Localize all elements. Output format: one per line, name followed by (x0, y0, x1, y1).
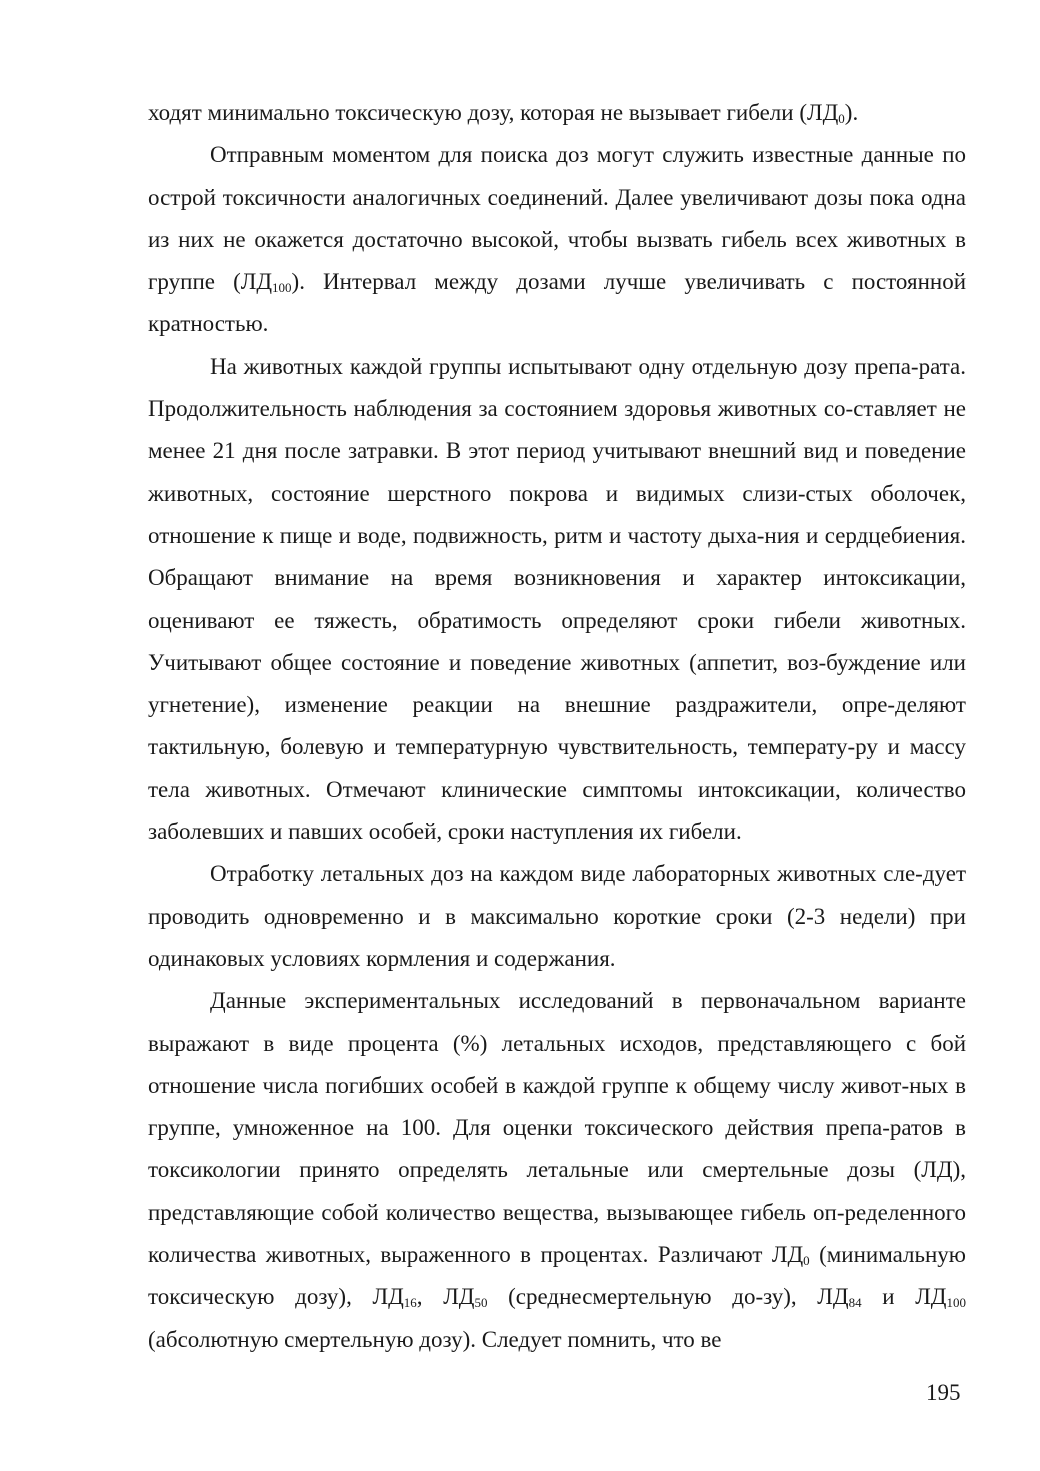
paragraph-2 (148, 134, 966, 345)
paragraph-3 (148, 346, 966, 854)
text-segment: ). Интервал между дозами лучше увеличивать с постоянной кратностью. (148, 269, 966, 337)
page-number: 195 (926, 1380, 961, 1405)
text-segment: ходят минимально токсическую дозу, которая не вызывает гибели (ЛД (148, 100, 839, 125)
subscript: 84 (848, 1295, 862, 1311)
paragraph-5 (148, 980, 966, 1361)
text-segment: (среднесмертельную до-зу), ЛД (487, 1284, 849, 1310)
paragraph-4 (148, 853, 966, 980)
subscript: 50 (474, 1295, 488, 1311)
paragraph-1 (148, 92, 966, 134)
text-segment: Отправным моментом для поиска доз могут служить известные данные по острой токсичности аналогичных соединений. Далее увеличивают дозы пока одна из них не окажется достаточно высокой, чтобы вызвать гибель всех животных в группе (ЛД (148, 142, 966, 295)
subscript: 100 (946, 1295, 966, 1311)
text-segment: Отработку летальных доз на каждом виде лабораторных животных сле-дует проводить одновременно и в максимально короткие сроки (2-3 недели) при одинаковых условиях кормления и содержания. (148, 861, 966, 971)
text-segment: Данные экспериментальных исследований в первоначальном варианте выражают в виде процента (%) летальных исходов, представляющего с бой отношение числа погибших особей в каждой группе к общему числу живот-ных в группе, умноженное на 100. Для оценки токсического действия препа-ратов в токсикологии принято определять летальные или смертельные дозы (ЛД), представляющие собой количество вещества, вызывающее гибель оп-ределенного количества животных, выраженного в процентах. Различают ЛД (148, 988, 966, 1268)
subscript: 0 (838, 111, 845, 126)
page-body (148, 92, 966, 1361)
text-segment: (абсолютную смертельную дозу). Следует помнить, что ве (148, 1326, 722, 1352)
subscript: 100 (272, 280, 292, 296)
text-segment: , ЛД (416, 1284, 475, 1310)
text-segment: (минимальную токсическую дозу), ЛД (148, 1242, 966, 1310)
subscript: 0 (803, 1253, 810, 1269)
text-segment: ). (844, 100, 859, 125)
subscript: 16 (403, 1295, 417, 1311)
text-segment: и ЛД (861, 1284, 947, 1310)
text-segment: На животных каждой группы испытывают одну отдельную дозу препа-рата. Продолжительность наблюдения за состоянием здоровья животных со-ставляет не менее 21 дня после затравки. В этот период учитывают внешний вид и поведение животных, состояние шерстного покрова и видимых слизи-стых оболочек, отношение к пище и воде, подвижность, ритм и частоту дыха-ния и сердцебиения. Обращают внимание на время возникновения и характер интоксикации, оценивают ее тяжесть, обратимость определяют сроки гибели животных. Учитывают общее состояние и поведение животных (аппетит, воз-буждение или угнетение), изменение реакции на внешние раздражители, опре-деляют тактильную, болевую и температурную чувствительность, температу-ру и массу тела животных. Отмечают клинические симптомы интоксикации, количество заболевших и павших особей, сроки наступления их гибели. (148, 353, 966, 845)
